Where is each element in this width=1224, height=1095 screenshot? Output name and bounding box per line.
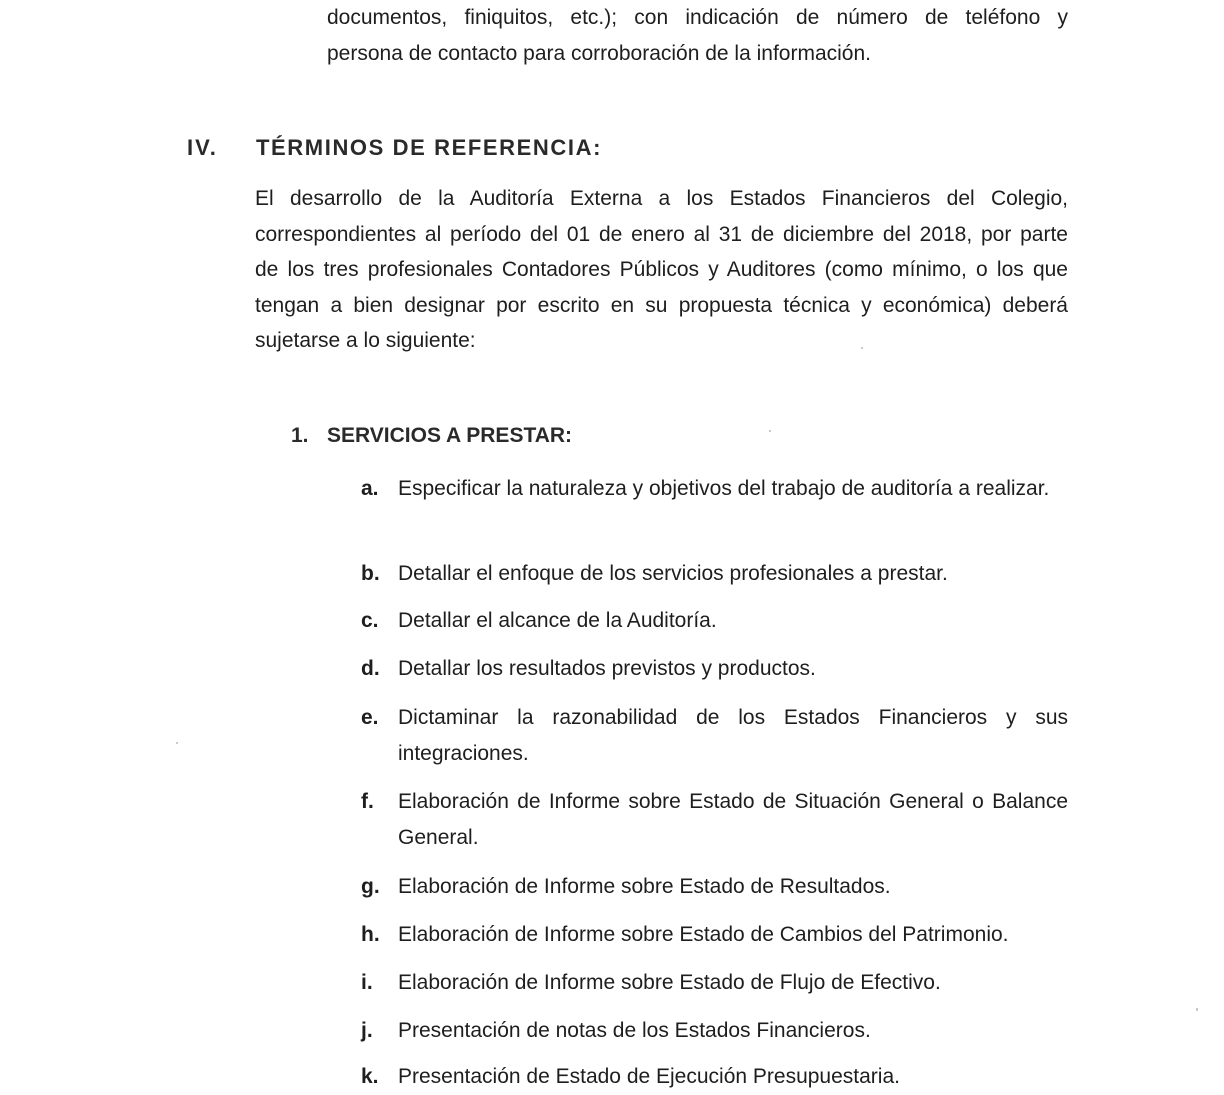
list-item-letter: f. [361,790,374,813]
intro-paragraph [327,0,1068,71]
subsection-title: SERVICIOS A PRESTAR: [327,424,573,447]
scan-speck [769,430,771,432]
list-item-text: Elaboración de Informe sobre Estado de Cambios del Patrimonio. [398,923,1009,946]
list-item-text: Detallar el alcance de la Auditoría. [398,609,717,632]
list-item-text: Elaboración de Informe sobre Estado de Resultados. [398,875,891,898]
list-item-text: Dictaminar la razonabilidad de los Estados Financieros y sus integraciones. [398,706,1068,765]
section-paragraph [255,181,1068,359]
list-item-text: Presentación de notas de los Estados Financieros. [398,1019,871,1042]
paragraph-line: sujetarse a lo siguiente: [255,329,476,352]
intro-line: persona de contacto para corroboración de la información. [327,41,871,65]
list-item-text: Elaboración de Informe sobre Estado de Situación General o Balance General. [398,790,1068,849]
subsection-number: 1. [291,424,309,447]
section-number: IV. [187,135,218,160]
list-item-letter: a. [361,477,379,500]
paragraph-line: correspondientes al período del 01 de enero al 31 de diciembre del 2018, por parte [255,222,1068,246]
paragraph-line: de los tres profesionales Contadores Públicos y Auditores (como mínimo, o los que [255,258,1068,281]
scan-speck [1196,1008,1198,1011]
list-item-letter: d. [361,657,380,680]
list-item-letter: h. [361,923,380,946]
list-item-letter: j. [361,1019,373,1042]
list-item-letter: g. [361,875,380,898]
section-title: TÉRMINOS DE REFERENCIA: [256,135,603,160]
list-item-text: Detallar el enfoque de los servicios profesionales a prestar. [398,562,948,585]
list-item-text: Presentación de Estado de Ejecución Presupuestaria. [398,1065,900,1088]
scan-speck [176,742,178,744]
list-item-letter: c. [361,609,379,632]
list-item-letter: e. [361,706,379,729]
list-item-text: Elaboración de Informe sobre Estado de Flujo de Efectivo. [398,971,941,994]
list-item-letter: i. [361,971,373,994]
paragraph-line: El desarrollo de la Auditoría Externa a los Estados Financieros del Colegio, [255,187,1068,210]
list-item-letter: b. [361,562,380,585]
list-item-text: Detallar los resultados previstos y productos. [398,657,816,680]
scan-speck [861,347,863,349]
intro-line: documentos, finiquitos, etc.); con indicación de número de teléfono y [327,6,1068,29]
list-item-text: Especificar la naturaleza y objetivos del trabajo de auditoría a realizar. [398,477,1050,500]
list-item-letter: k. [361,1065,379,1088]
paragraph-line: tengan a bien designar por escrito en su propuesta técnica y económica) deberá [255,293,1068,317]
